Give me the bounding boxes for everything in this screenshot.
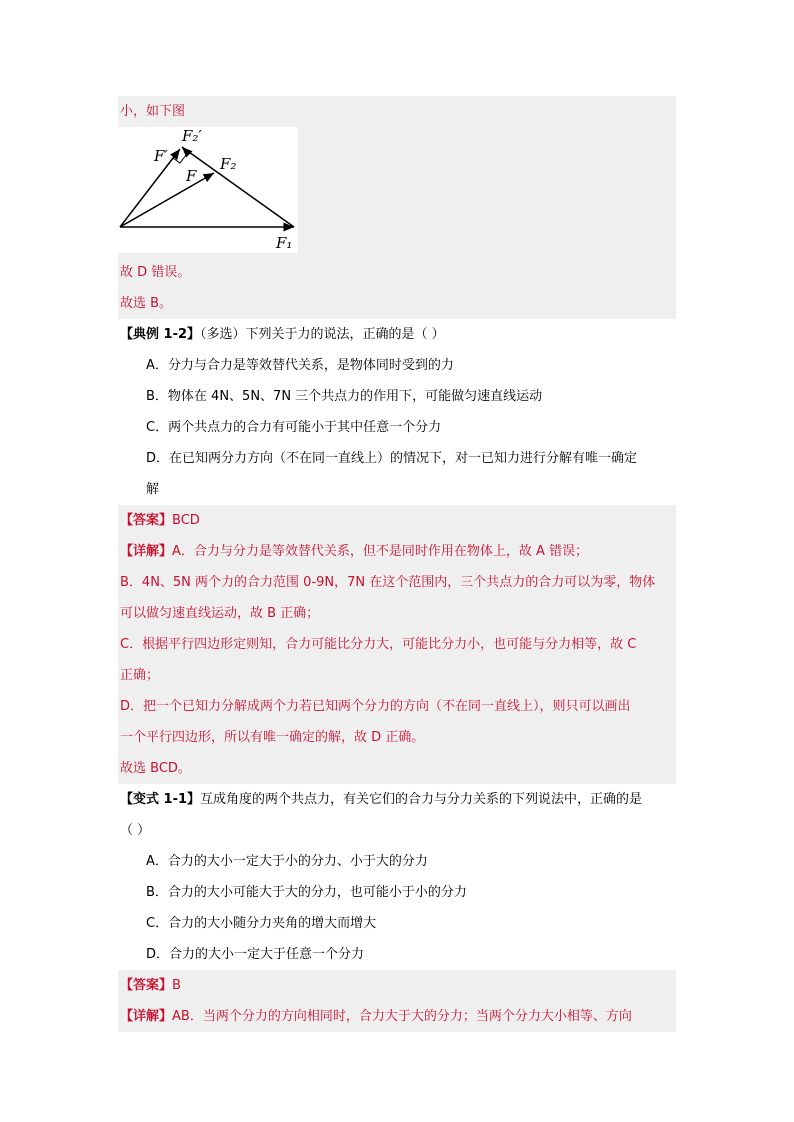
answer-value: B bbox=[172, 978, 181, 993]
answer-value: BCD bbox=[172, 513, 200, 528]
question-stem bbox=[118, 319, 676, 350]
previous-solution-block bbox=[118, 96, 676, 319]
label-f: F bbox=[186, 167, 197, 185]
vector-f2-line bbox=[182, 147, 294, 227]
question-stem-continued: （ ） bbox=[120, 823, 151, 838]
detail-line bbox=[118, 1001, 676, 1032]
detail-line: 一个平行四边形，所以有唯一确定的解，故 D 正确。 bbox=[120, 730, 425, 745]
label-f2: F₂ bbox=[220, 155, 237, 173]
question-text: （多选）下列关于力的说法，正确的是（ ） bbox=[200, 327, 445, 342]
solution-text-line: 小，如下图 bbox=[120, 104, 186, 119]
question-tag: 【典例 1-2】 bbox=[120, 327, 201, 342]
label-f-prime: F′ bbox=[154, 147, 168, 165]
force-diagram-canvas bbox=[118, 127, 298, 253]
option-a: A．分力与合力是等效替代关系，是物体同时受到的力 bbox=[146, 358, 454, 373]
question-1-2 bbox=[118, 319, 676, 505]
option-d: D．合力的大小一定大于任意一个分力 bbox=[146, 947, 365, 962]
label-f2-prime: F₂′ bbox=[182, 127, 202, 145]
force-diagram bbox=[118, 127, 676, 257]
solution-text-line: 故 D 错误。 bbox=[120, 265, 191, 280]
detail-line: 可以做匀速直线运动，故 B 正确； bbox=[120, 606, 320, 621]
detail-text: A．合力与分力是等效替代关系，但不是同时作用在物体上，故 A 错误； bbox=[172, 544, 589, 559]
option-d-continued: 解 bbox=[146, 482, 160, 497]
label-f1: F₁ bbox=[276, 234, 293, 252]
option-b: B．物体在 4N、5N、7N 三个共点力的作用下，可能做匀速直线运动 bbox=[146, 389, 543, 404]
option-c: C．两个共点力的合力有可能小于其中任意一个分力 bbox=[146, 420, 442, 435]
document-page bbox=[118, 96, 676, 1032]
vector-f-prime bbox=[120, 149, 180, 227]
option-b: B．合力的大小可能大于大的分力，也可能小于小的分力 bbox=[146, 885, 467, 900]
answer-tag: 【答案】 bbox=[120, 978, 173, 993]
force-vector-figure bbox=[118, 127, 298, 253]
solution-text-line: 故选 B。 bbox=[120, 296, 173, 311]
detail-line bbox=[118, 536, 676, 567]
option-a: A．合力的大小一定大于小的分力、小于大的分力 bbox=[146, 854, 428, 869]
detail-tag: 【详解】 bbox=[120, 1009, 173, 1024]
detail-line: B．4N、5N 两个力的合力范围 0-9N，7N 在这个范围内，三个共点力的合力可以为零，物体 bbox=[120, 575, 656, 590]
option-d: D．在已知两分力方向（不在同一直线上）的情况下，对一已知力进行分解有唯一确定 bbox=[146, 451, 638, 466]
detail-line: D．把一个已知力分解成两个力若已知两个分力的方向（不在同一直线上），则只可以画出 bbox=[120, 699, 631, 714]
option-c: C．合力的大小随分力夹角的增大而增大 bbox=[146, 916, 377, 931]
detail-line: 故选 BCD。 bbox=[120, 761, 191, 776]
question-variant-1-1 bbox=[118, 784, 676, 970]
answer-block-1-2 bbox=[118, 505, 676, 784]
answer-block-1-1 bbox=[118, 970, 676, 1032]
detail-line: 正确； bbox=[120, 668, 160, 683]
question-stem bbox=[118, 784, 676, 815]
answer-line bbox=[118, 970, 676, 1001]
detail-line: C．根据平行四边形定则知，合力可能比分力大，可能比分力小，也可能与分力相等，故 C bbox=[120, 637, 637, 652]
detail-text: AB．当两个分力的方向相同时，合力大于大的分力；当两个分力大小相等、方向 bbox=[172, 1009, 632, 1024]
detail-tag: 【详解】 bbox=[120, 544, 173, 559]
answer-line bbox=[118, 505, 676, 536]
question-text: 互成角度的两个共点力，有关它们的合力与分力关系的下列说法中，正确的是 bbox=[200, 792, 643, 807]
vector-f bbox=[120, 173, 214, 227]
answer-tag: 【答案】 bbox=[120, 513, 173, 528]
question-tag: 【变式 1-1】 bbox=[120, 792, 201, 807]
